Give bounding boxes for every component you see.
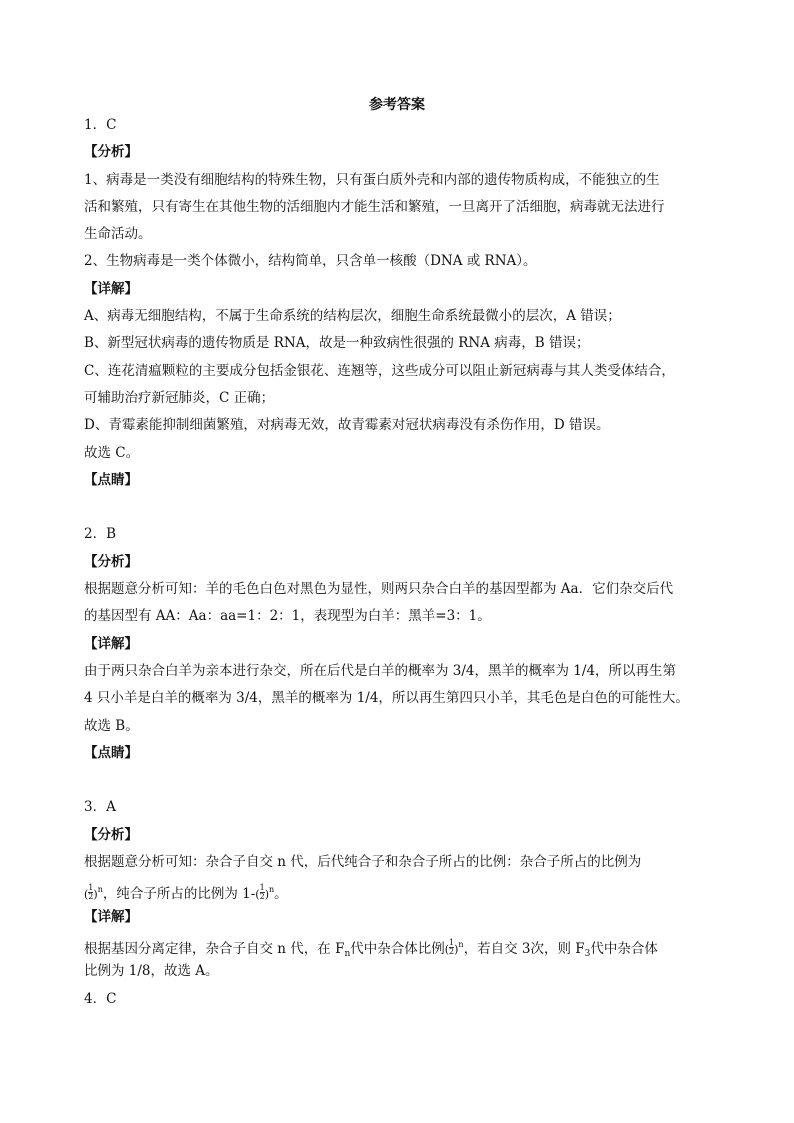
subscript-n: n bbox=[344, 948, 351, 959]
q3-analysis-line: 根据题意分析可知：杂合子自交 n 代，后代纯合子和杂合子所占的比例：杂合子所占的比例为 bbox=[84, 854, 642, 871]
q3-detail-heading: 【详解】 bbox=[84, 908, 138, 925]
q2-comment-heading: 【点睛】 bbox=[84, 744, 138, 761]
fraction-denominator: 2 bbox=[449, 946, 455, 956]
fraction-denominator: 2 bbox=[259, 892, 265, 902]
q1-analysis-line: 2、生物病毒是一类个体微小，结构简单，只含单一核酸（DNA 或 RNA）。 bbox=[84, 253, 537, 270]
left-paren: ( bbox=[84, 888, 89, 902]
q2-choice: 故选 B。 bbox=[84, 717, 139, 734]
q2-analysis-line: 的基因型有 AA：Aa：aa=1：2：1，表现型为白羊：黑羊=3：1。 bbox=[84, 608, 491, 625]
q1-analysis-heading: 【分析】 bbox=[84, 144, 138, 161]
left-paren: ( bbox=[255, 888, 260, 902]
q1-option-c: C、连花清瘟颗粒的主要成分包括金银花、连翘等，这些成分可以阻止新冠病毒与其人类受体结合， bbox=[84, 362, 675, 379]
blank-line bbox=[84, 767, 710, 794]
q4-number: 4．C bbox=[84, 990, 117, 1007]
q3-analysis-heading: 【分析】 bbox=[84, 826, 138, 843]
q3-analysis-text: ，纯合子所占的比例为 1- bbox=[102, 886, 256, 903]
q2-number: 2．B bbox=[84, 526, 117, 543]
q1-option-c-cont: 可辅助治疗新冠肺炎，C 正确； bbox=[84, 389, 275, 406]
subscript-3: 3 bbox=[584, 948, 591, 959]
q1-number: 1．C bbox=[84, 117, 117, 133]
exponent-n: n bbox=[97, 885, 103, 895]
q3-number: 3．A bbox=[84, 799, 116, 816]
q2-detail-line: 4 只小羊是白羊的概率为 3/4，黑羊的概率为 1/4，所以再生第四只小羊，其毛色是白色的可能性大。 bbox=[84, 690, 689, 707]
fraction-numerator: 1 bbox=[259, 883, 265, 893]
page-title: 参考答案 bbox=[369, 97, 425, 113]
q1-option-b: B、新型冠状病毒的遗传物质是 RNA，故是一种致病性很强的 RNA 病毒，B 错误； bbox=[84, 335, 590, 352]
q3-detail-text: 代中杂合体 bbox=[590, 940, 658, 957]
right-paren: ) bbox=[454, 942, 459, 956]
left-paren: ( bbox=[444, 942, 450, 956]
q1-analysis-line: 活和繁殖，只有寄生在其他生物的活细胞内才能生活和繁殖，一旦离开了活细胞，病毒就无法进行 bbox=[84, 198, 665, 215]
q3-analysis-text-end: 。 bbox=[274, 886, 288, 903]
q3-detail-text: 代中杂合体比例 bbox=[350, 940, 445, 957]
q3-detail-text: 根据基因分离定律，杂合子自交 n 代，在 F bbox=[84, 940, 345, 957]
fraction-numerator: 1 bbox=[88, 883, 94, 893]
q1-option-a: A、病毒无细胞结构，不属于生命系统的结构层次，细胞生命系统最微小的层次，A 错误； bbox=[84, 308, 621, 325]
fraction-denominator: 2 bbox=[88, 892, 94, 902]
fraction-numerator: 1 bbox=[449, 937, 455, 947]
q2-analysis-line: 根据题意分析可知：羊的毛色白色对黑色为显性，则两只杂合白羊的基因型都为 Aa．它们杂交后代 bbox=[84, 581, 674, 598]
right-paren: ) bbox=[264, 888, 269, 902]
exponent-n: n bbox=[268, 885, 275, 895]
q2-detail-line: 由于两只杂合白羊为亲本进行杂交，所在后代是白羊的概率为 3/4，黑羊的概率为 1/4，所以再生第 bbox=[84, 662, 677, 679]
q1-analysis-line: 1、病毒是一类没有细胞结构的特殊生物，只有蛋白质外壳和内部的遗传物质构成，不能独立的生 bbox=[84, 171, 660, 188]
right-paren: ) bbox=[93, 888, 98, 902]
blank-line bbox=[84, 494, 710, 521]
answer-content bbox=[84, 112, 710, 1013]
q2-analysis-heading: 【分析】 bbox=[84, 553, 138, 570]
q3-detail-line: 比例为 1/8，故选 A。 bbox=[84, 963, 219, 980]
q1-comment-heading: 【点睛】 bbox=[84, 471, 138, 488]
q3-detail-formula-line bbox=[84, 931, 710, 958]
q2-detail-heading: 【详解】 bbox=[84, 635, 138, 652]
q3-analysis-formula-line bbox=[84, 876, 710, 903]
exponent-n: n bbox=[458, 939, 464, 949]
q1-analysis-line: 生命活动。 bbox=[84, 226, 152, 243]
q1-option-d: D、青霉素能抑制细菌繁殖，对病毒无效，故青霉素对冠状病毒没有杀伤作用，D 错误。 bbox=[84, 417, 610, 434]
q1-choice: 故选 C。 bbox=[84, 444, 140, 461]
q3-detail-text: ，若自交 3次，则 F bbox=[463, 940, 585, 957]
q1-detail-heading: 【详解】 bbox=[84, 280, 138, 297]
